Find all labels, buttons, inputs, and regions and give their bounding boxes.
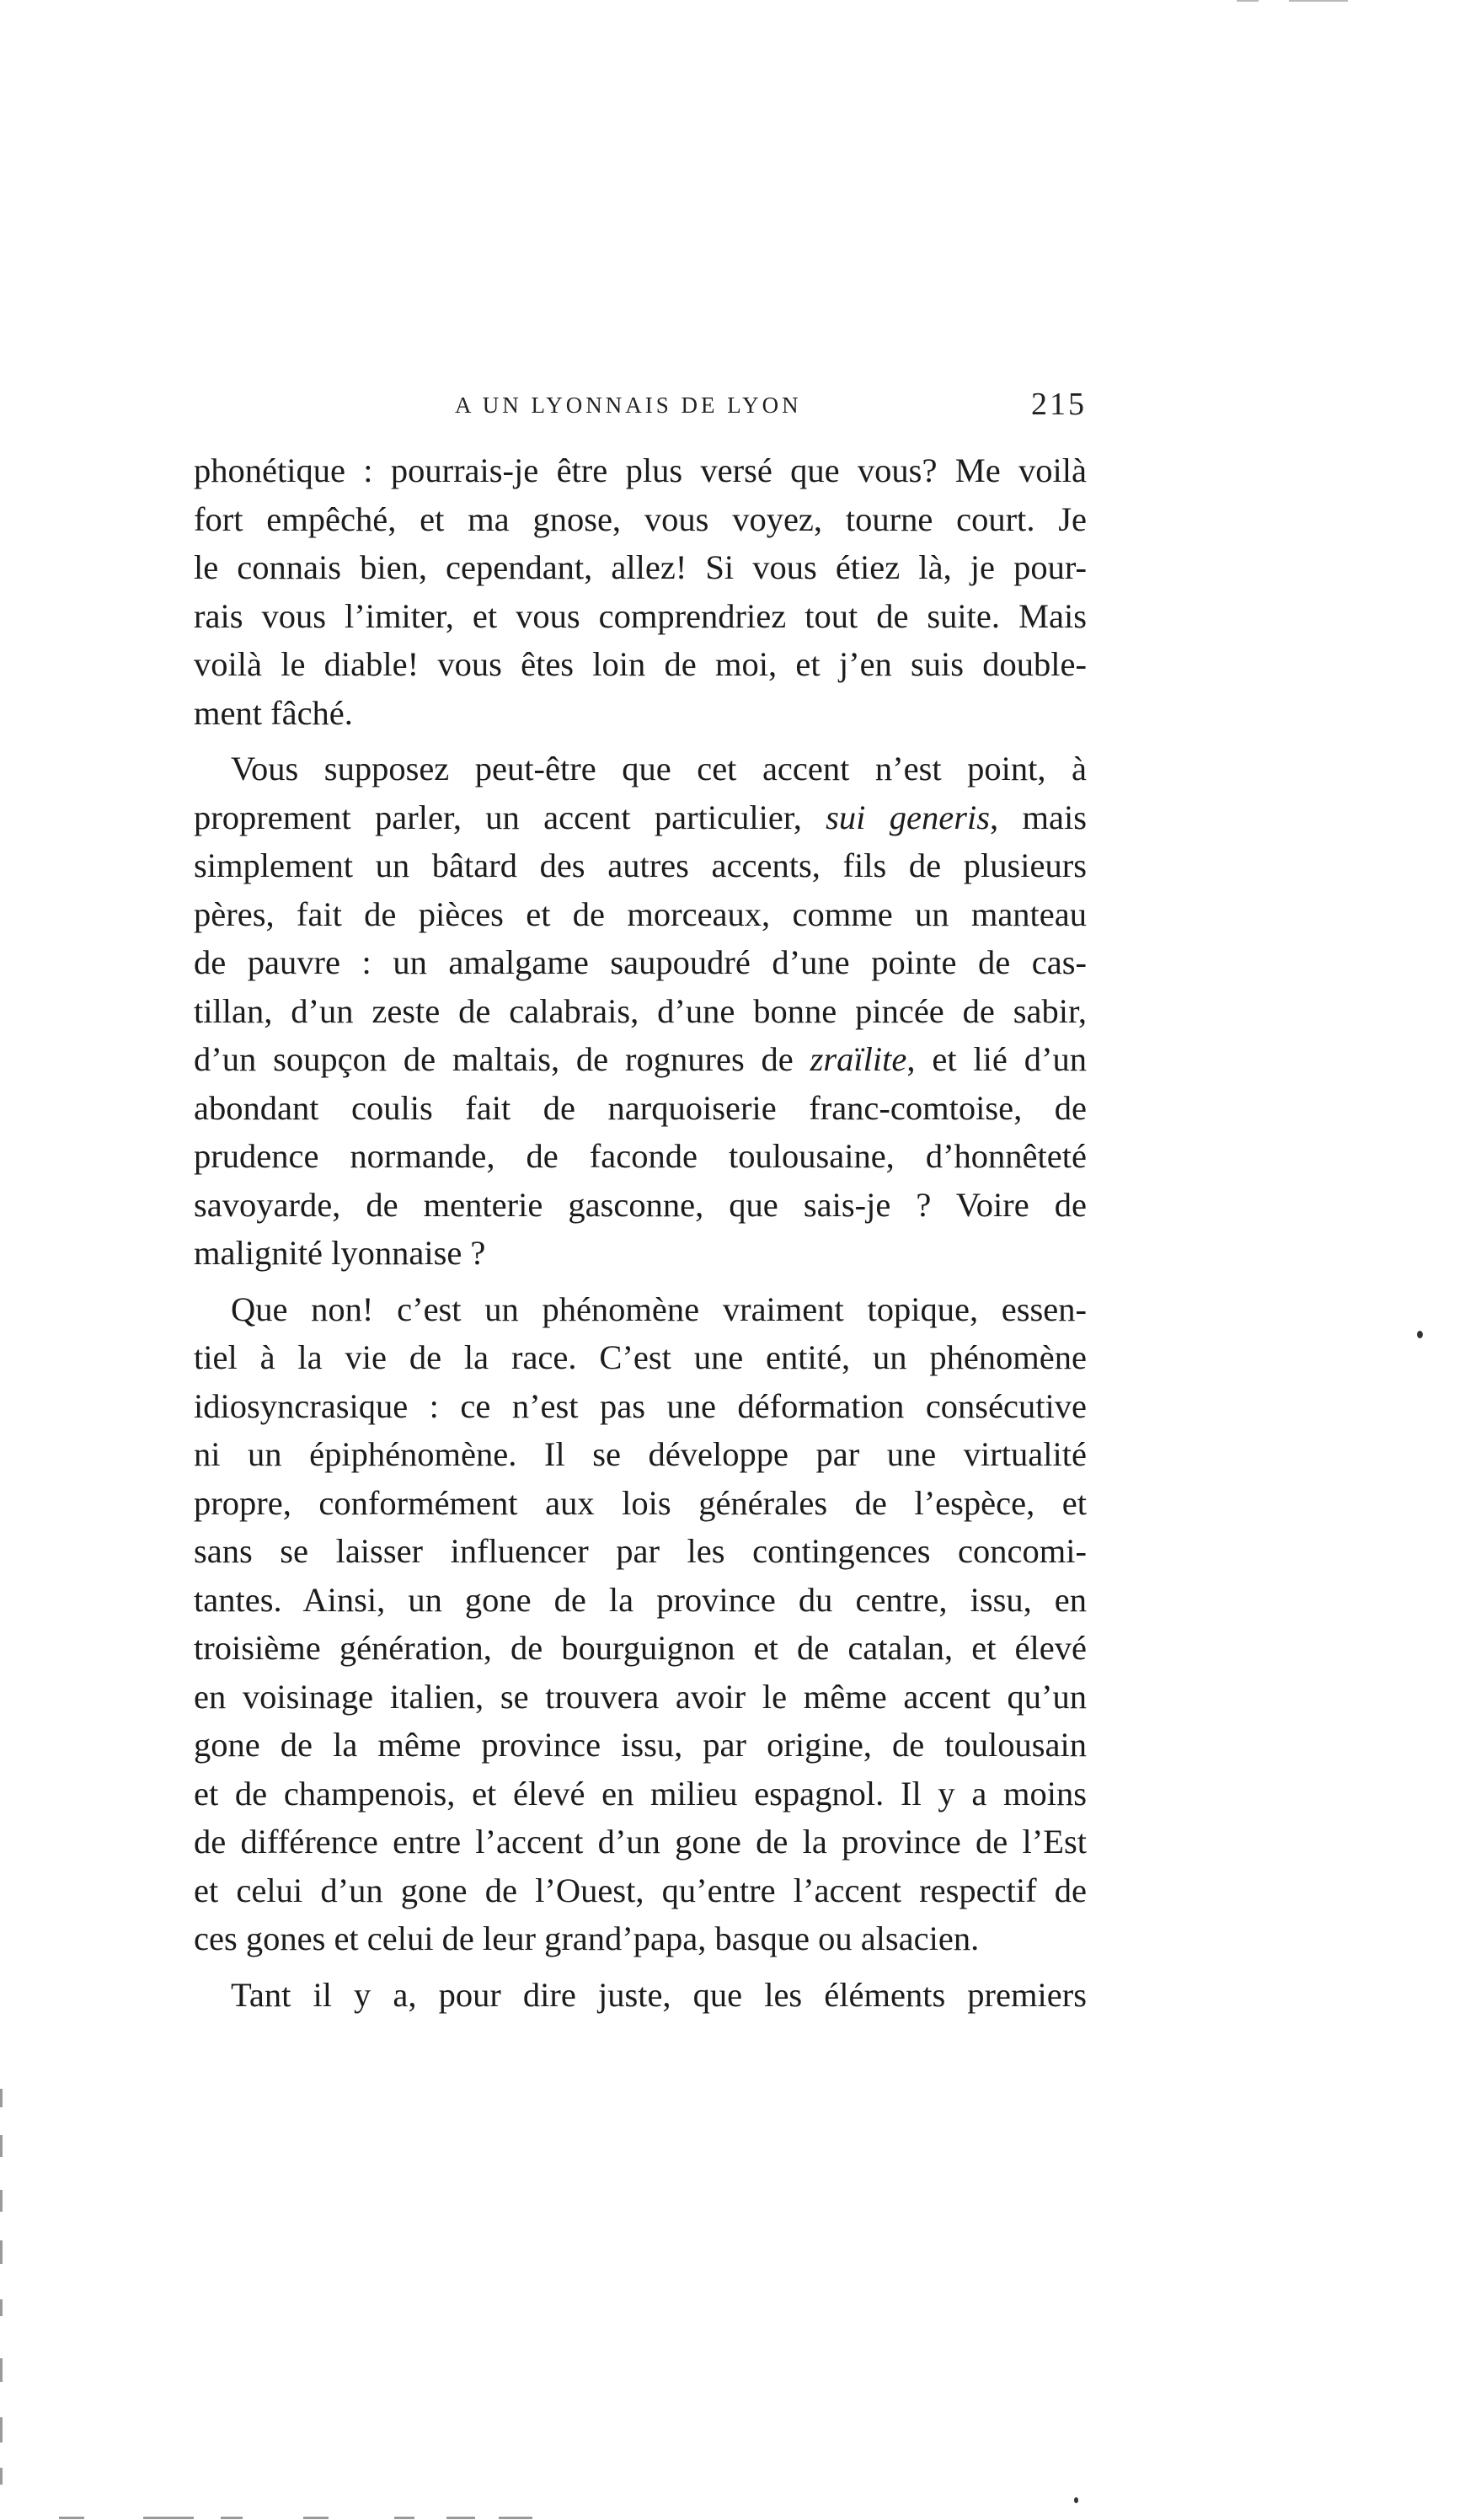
text-line: le connais bien, cependant, allez! Si vous étiez là, je pour- <box>194 548 1087 586</box>
text-line: tantes. Ainsi, un gone de la province du centre, issu, en <box>194 1580 1087 1619</box>
text-line: rais vous l’imiter, et vous comprendriez tout de suite. Mais <box>194 596 1087 635</box>
text-line: et de champenois, et élevé en milieu espagnol. Il y a moins <box>194 1774 1087 1813</box>
text-line: troisième génération, de bourguignon et de catalan, et élevé <box>194 1629 1087 1667</box>
text-line: abondant coulis fait de narquoiserie franc-comtoise, de <box>194 1088 1087 1127</box>
scan-mark-top-right-b <box>1289 0 1348 2</box>
text-line-part: , mais <box>990 798 1087 836</box>
text-line: de pauvre : un amalgame saupoudré d’une pointe de cas- <box>194 943 1087 981</box>
text-line: simplement un bâtard des autres accents, fils de plusieurs <box>194 846 1087 884</box>
text-line: tiel à la vie de la race. C’est une entité, un phénomène <box>194 1338 1087 1376</box>
text-line: phonétique : pourrais-je être plus versé que vous? Me voilà <box>194 451 1087 489</box>
text-line-part: proprement parler, un accent particulier, <box>194 798 826 836</box>
text-line: idiosyncrasique : ce n’est pas une déformation consécutive <box>194 1386 1087 1425</box>
text-line: voilà le diable! vous êtes loin de moi, et j’en suis double- <box>194 645 1087 683</box>
text-line: propre, conformément aux lois générales de l’espèce, et <box>194 1483 1087 1522</box>
text-line-with-italic <box>194 1035 1087 1084</box>
scan-mark-top-right-a <box>1237 0 1259 2</box>
text-line: prudence normande, de faconde toulousaine, d’honnêteté <box>194 1137 1087 1175</box>
text-line: et celui d’un gone de l’Ouest, qu’entre l’accent respectif de <box>194 1871 1087 1909</box>
text-line: ces gones et celui de leur grand’papa, basque ou alsacien. <box>194 1919 980 1957</box>
margin-ink-dot <box>1417 1331 1423 1338</box>
text-line-part: , et lié d’un <box>906 1040 1087 1078</box>
running-title: A UN LYONNAIS DE LYON <box>455 392 802 418</box>
text-line: savoyarde, de menterie gasconne, que sais-je ? Voire de <box>194 1185 1087 1224</box>
text-line: en voisinage italien, se trouvera avoir le même accent qu’un <box>194 1677 1087 1716</box>
text-line: Que non! c’est un phénomène vraiment topique, essen- <box>231 1289 1087 1328</box>
text-line-with-italic <box>194 793 1087 842</box>
body-text <box>194 446 1087 2019</box>
page-number: 215 <box>1031 387 1087 422</box>
text-line: sans se laisser influencer par les contingences concomi- <box>194 1532 1087 1570</box>
text-line: gone de la même province issu, par origine, de toulousain <box>194 1726 1087 1764</box>
text-line: Vous supposez peut-être que cet accent n’est point, à <box>231 750 1087 788</box>
text-line: malignité lyonnaise ? <box>194 1234 486 1272</box>
text-line: ment fâché. <box>194 693 353 732</box>
text-line: tillan, d’un zeste de calabrais, d’une bonne pincée de sabir, <box>194 991 1087 1030</box>
text-line: ni un épiphénomène. Il se développe par une virtualité <box>194 1435 1087 1473</box>
bottom-ink-dot <box>1074 2497 1078 2503</box>
italic-term: sui generis <box>826 798 991 836</box>
text-line-part: d’un soupçon de maltais, de rognures de <box>194 1040 810 1078</box>
text-line: fort empêché, et ma gnose, vous voyez, tourne court. Je <box>194 499 1087 538</box>
running-head <box>194 386 1087 436</box>
italic-term: zraïlite <box>810 1040 907 1078</box>
text-line: Tant il y a, pour dire juste, que les éléments premiers <box>231 1975 1087 2014</box>
text-line: pères, fait de pièces et de morceaux, comme un manteau <box>194 894 1087 933</box>
text-line: de différence entre l’accent d’un gone de la province de l’Est <box>194 1823 1087 1861</box>
